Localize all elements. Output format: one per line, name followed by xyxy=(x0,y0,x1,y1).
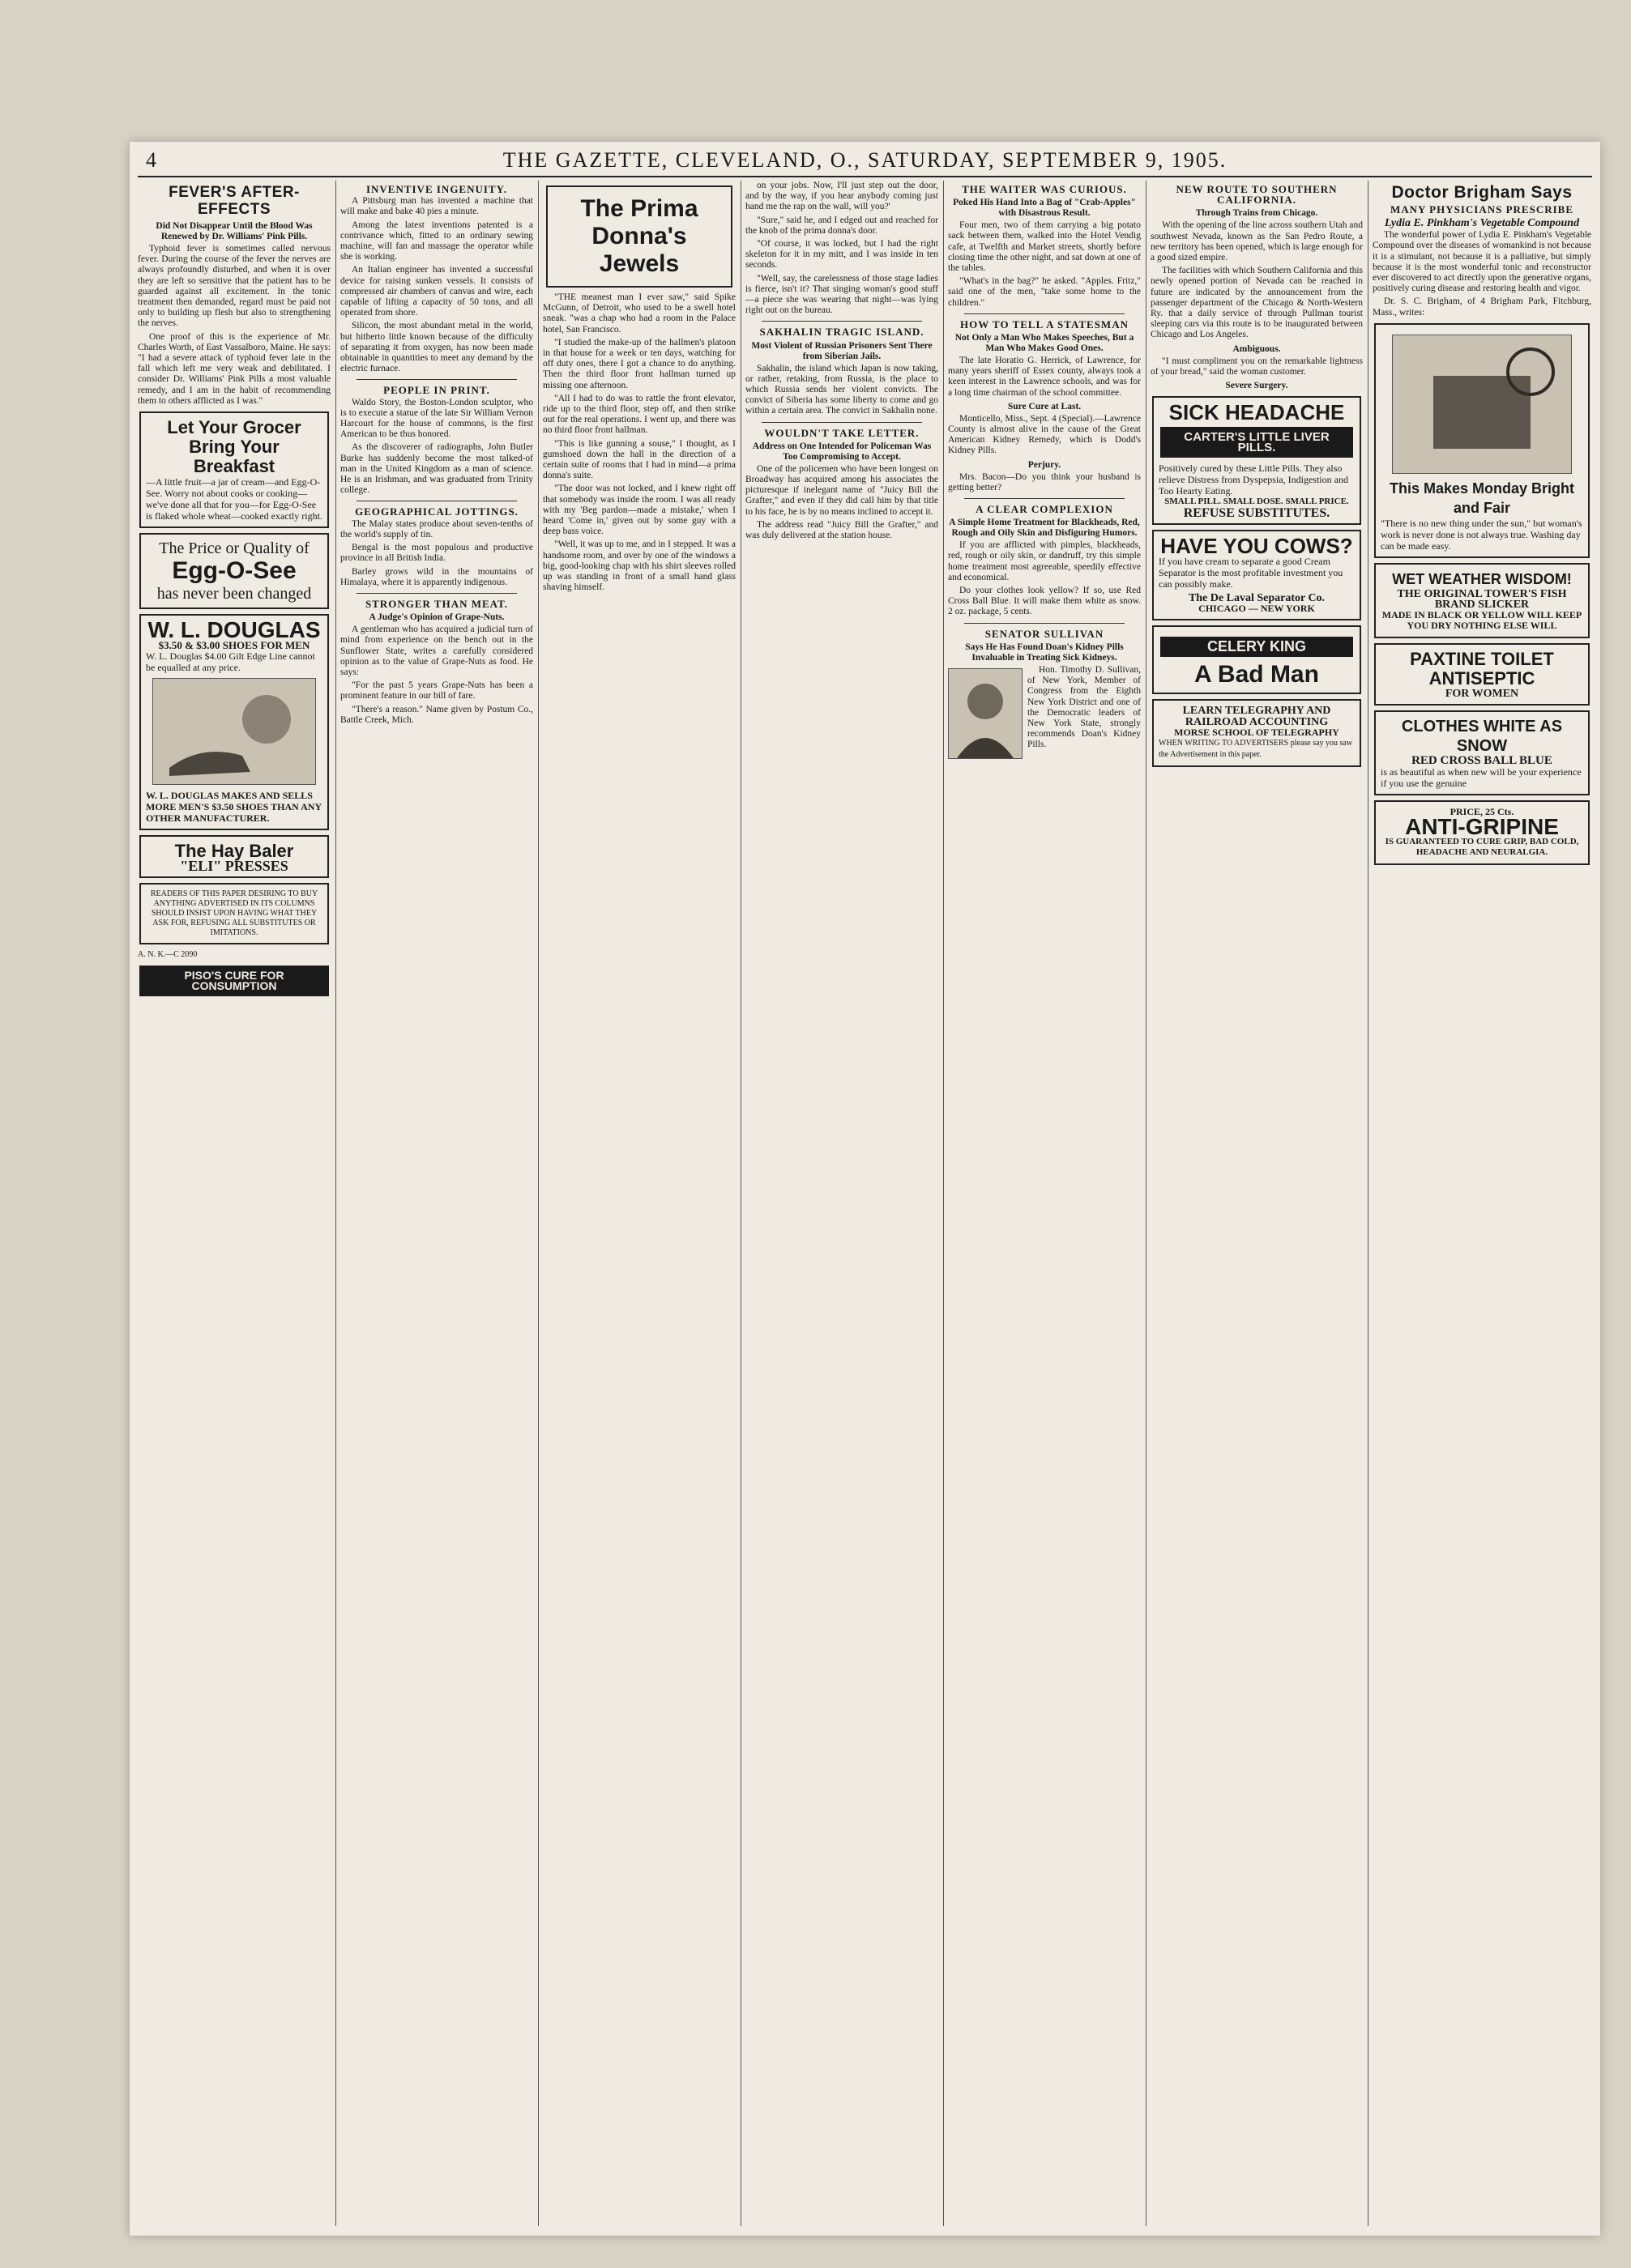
headline-senator-sullivan: SENATOR SULLIVAN xyxy=(984,627,1104,640)
article-text: One proof of this is the experience of Mr. Charles Worth, of East Vassalboro, Maine. He says: "I had a severe attack of typhoid fever late in the fall which left me very weak and debilitated. I consider Dr. Williams' Pink Pills a most valuable remedy, and I am in the habit of recommending them to others afflicted as I was." xyxy=(138,331,331,406)
column-5 xyxy=(948,181,1141,2226)
column-7 xyxy=(1373,181,1591,2226)
headline-sakhalin: SAKHALIN TRAGIC ISLAND. xyxy=(759,326,924,339)
article-text: The late Horatio G. Herrick, of Lawrence, for many years sheriff of Essex county, always took a keen interest in the Lawrence schools, and was for a long time chairman of the school committee. xyxy=(948,356,1141,398)
ad-towers-slicker xyxy=(1374,563,1590,638)
ad-egg-o-see-price xyxy=(139,533,329,609)
article-text: "What's in the bag?" he asked. "Apples. Fritz," said one of the men, "take some home to the children." xyxy=(948,276,1141,308)
ad-pisos-cure: PISO'S CURE FOR CONSUMPTION xyxy=(139,966,329,996)
article-text: The Malay states produce about seven-tenths of the world's supply of tin. xyxy=(340,518,533,539)
article-text: The facilities with which Southern California and this newly opened portion of Nevada can be reached in future are indicated by the announcement from the passenger department of the Chicago & North-Western Ry. that a daily service of through Pullman tourist sleeping cars via this route is to be inaugurated between Chicago and Los Angeles. xyxy=(1151,266,1363,340)
subhead-new-route: Through Trains from Chicago. xyxy=(1195,208,1318,219)
article-text: "Sure," said he, and I edged out and reached for the knob of the prima donna's door. xyxy=(745,215,938,236)
ad-headline: Let Your Grocer Bring Your Breakfast xyxy=(167,417,301,477)
ad-anti-gripine xyxy=(1374,800,1590,865)
ad-foot: The De Laval Separator Co. xyxy=(1188,591,1326,604)
ad-red-cross-ball-blue xyxy=(1374,710,1590,795)
article-text: Mrs. Bacon—Do you think your husband is getting better? xyxy=(948,471,1141,492)
headline-inventive-ingenuity: INVENTIVE INGENUITY. xyxy=(365,183,508,195)
headline-perjury: Perjury. xyxy=(1027,459,1061,470)
article-text: Silicon, the most abundant metal in the world, but hitherto little known because of the difficulty of separating it from oxygen, has now been made obtainable in quantities to meet any demand by the electric furnace. xyxy=(340,321,533,374)
ad-hay-baler xyxy=(139,835,329,878)
brand-lydia-pinkham: Lydia E. Pinkham's Vegetable Compound xyxy=(1384,217,1580,230)
headline-sure-cure: Sure Cure at Last. xyxy=(1007,401,1082,411)
article-text: Sakhalin, the island which Japan is now taking, or rather, retaking, from Russia, is the place to which Russia sends her violent convicts. The convict of Siberia has some liberty to come and go within a certain area. The convict in Sakhalin none. xyxy=(745,363,938,416)
headline-ambiguous: Ambiguous. xyxy=(1232,343,1281,354)
ad-price: PRICE, 25 Cts. xyxy=(1450,806,1514,818)
article-text: "This is like gunning a souse," I thought, as I gumshoed down the hall in the direction of a certain suite of rooms that I had in mind—a prima donna's suite. xyxy=(543,438,736,481)
ad-brand: ANTI-GRIPINE xyxy=(1405,814,1559,840)
divider xyxy=(762,321,922,322)
article-text: One of the policemen who have been longest on Broadway has acquired among his associates the picturesque if inelegant name of "Juicy Bill the Grafter," and even if they did call him by that title to his face, he is by no means inclined to accept it. xyxy=(745,463,938,517)
ad-de-laval xyxy=(1152,530,1361,620)
subhead-statesman: Not Only a Man Who Makes Speeches, But a Man Who Makes Good Ones. xyxy=(954,333,1134,354)
divider xyxy=(964,623,1125,624)
article-text: on your jobs. Now, I'll just step out the door, and by the way, if you hear anybody coming just hand me the rap on the wall, will you?' xyxy=(745,181,938,212)
headline-severe-surgery: Severe Surgery. xyxy=(1225,381,1288,391)
article-text: As the discoverer of radiographs, John Butler Burke has suddenly become the most talked-of man in the United Kingdom as a man of science. He is an Irishman, and was graduated from Trinity college. xyxy=(340,442,533,496)
ad-telegraphy xyxy=(1152,699,1361,767)
column-rule xyxy=(943,181,944,2226)
ad-paxtine xyxy=(1374,643,1590,706)
masthead xyxy=(141,147,1589,174)
article-text: Typhoid fever is sometimes called nervous fever. During the course of the fever the nerves are always profoundly disturbed, and when it is over they are left so sensitive that the patient has to be guarded against all excitement. In the tonic treatment then demanded, regard must be paid not only to building up flesh but also to strengthening the nerves. xyxy=(138,244,331,329)
article-text: Dr. S. C. Brigham, of 4 Brigham Park, Fitchburg, Mass., writes: xyxy=(1373,296,1591,318)
ad-celery-king xyxy=(1152,625,1361,694)
ad-text: "There is no new thing under the sun," but woman's work is never done is not always true. Washing day can be made easy. xyxy=(1381,517,1582,552)
divider xyxy=(357,593,517,594)
ad-brand: CELERY KING xyxy=(1160,637,1353,657)
article-text: "All I had to do was to rattle the front elevator, ride up to the third floor, step off, and then strike out for the real operations. I went up, and there was no third floor front hallman. xyxy=(543,393,736,436)
ad-foot: CHICAGO — NEW YORK xyxy=(1198,603,1315,615)
subhead-complexion: A Simple Home Treatment for Blackheads, Red, Rough and Oily Skin and Disfiguring Humors. xyxy=(949,518,1140,539)
article-text: Barley grows wild in the mountains of Himalaya, where it is apparently indigenous. xyxy=(340,566,533,587)
ad-sub: $3.50 & $3.00 SHOES FOR MEN xyxy=(158,639,310,652)
print-code: A. N. K.—C 2090 xyxy=(138,950,198,960)
article-text: A Pittsburg man has invented a machine that will make and bake 40 pies a minute. xyxy=(340,196,533,217)
article-text: If you are afflicted with pimples, blackheads, red, rough or oily skin, or dandruff, try this simple home treatment most agreeable, speedily effective and economical. xyxy=(948,540,1141,582)
subhead-fevers: Did Not Disappear Until the Blood Was Renewed by Dr. Williams' Pink Pills. xyxy=(156,221,313,241)
column-4 xyxy=(745,181,938,2226)
article-text: "For the past 5 years Grape-Nuts has been a prominent feature in our bill of fare. xyxy=(340,680,533,701)
divider xyxy=(357,379,517,380)
newspaper-page xyxy=(130,142,1600,2236)
subhead-sullivan: Says He Has Found Doan's Kidney Pills Invaluable in Treating Sick Kidneys. xyxy=(965,642,1124,663)
shoe-illustration xyxy=(152,678,316,785)
ad-foot: REFUSE SUBSTITUTES. xyxy=(1183,505,1330,520)
ad-text: If you have cream to separate a good Cream Separator is the most profitable investment you can possibly make. xyxy=(1159,555,1343,590)
subhead-sakhalin: Most Violent of Russian Prisoners Sent There from Siberian Jails. xyxy=(751,340,933,361)
ad-headline: PAXTINE TOILET ANTISEPTIC xyxy=(1410,648,1554,688)
article-text: An Italian engineer has invented a successful device for raising sunken vessels. It consists of compressed air chambers of canvas and wire, each capable of lifting a capacity of 50 tons, and all operated from shore. xyxy=(340,265,533,318)
article-text: The wonderful power of Lydia E. Pinkham's Vegetable Compound over the diseases of womankind is not because it is a stimulant, not because it is a palliative, but simply because it is the most wonderful tonic and reconstructor ever discovered to act directly upon the generative organs, positively curing disease and restoring health and vigor. xyxy=(1373,230,1591,294)
ad-washing-machine xyxy=(1374,323,1590,558)
column-2 xyxy=(340,181,533,2226)
subhead-grape-nuts: A Judge's Opinion of Grape-Nuts. xyxy=(369,612,505,623)
ad-sub: MORSE SCHOOL OF TELEGRAPHY xyxy=(1174,726,1339,738)
article-text: Bengal is the most populous and productive province in all British India. xyxy=(340,543,533,564)
subhead-letter: Address on One Intended for Policeman Was Too Compromising to Accept. xyxy=(752,441,932,462)
ad-headline: LEARN TELEGRAPHY AND RAILROAD ACCOUNTING xyxy=(1182,705,1331,728)
headline-geographical-jottings: GEOGRAPHICAL JOTTINGS. xyxy=(355,505,519,518)
ad-text: is as beautiful as when new will be your experience if you use the genuine xyxy=(1381,766,1582,790)
article-text: "There's a reason." Name given by Postum Co., Battle Creek, Mich. xyxy=(340,704,533,725)
article-text: Waldo Story, the Boston-London sculptor, who is to execute a statue of the late Sir William Vernon Harcourt for the house of commons, is the first American to be thus honored. xyxy=(340,397,533,440)
article-text: The address read "Juicy Bill the Grafter," and was duly delivered at the station house. xyxy=(745,519,938,541)
washing-machine-illustration xyxy=(1392,335,1572,474)
ad-text: —A little fruit—a jar of cream—and Egg-O-See. Worry not about cooks or cooking—we've done all that for you—for Egg-O-See is flaked whole wheat—cooked exactly right. xyxy=(146,476,322,522)
divider xyxy=(964,313,1125,314)
ad-headline: CLOTHES WHITE AS SNOW xyxy=(1401,717,1563,755)
headline-statesman: HOW TO TELL A STATESMAN xyxy=(960,318,1129,330)
ad-headline: The Hay Baler xyxy=(174,841,294,862)
headline-clear-complexion: A CLEAR COMPLEXION xyxy=(976,503,1113,516)
readers-notice: READERS OF THIS PAPER DESIRING TO BUY ANYTHING ADVERTISED IN ITS COLUMNS SHOULD INSIST UPON HAVING WHAT THEY ASK FOR, REFUSING ALL SUBSTITUTES OR IMITATIONS. xyxy=(139,883,329,944)
column-6 xyxy=(1151,181,1363,2226)
article-text: "THE meanest man I ever saw," said Spike McGunn, of Detroit, who used to be a swell hotel sneak. "was a chap who had a room in the Palace hotel, San Francisco. xyxy=(543,292,736,335)
headline-waiter-curious: THE WAITER WAS CURIOUS. xyxy=(962,183,1127,195)
article-text: Monticello, Miss., Sept. 4 (Special).—Lawrence County is almost alive in the cause of the Great American Kidney Remedy, which is Dodd's Kidney Pills. xyxy=(948,413,1141,456)
subhead-physicians: MANY PHYSICIANS PRESCRIBE xyxy=(1390,203,1574,215)
ad-text: IS GUARANTEED TO CURE GRIP, BAD COLD, HEADACHE AND NEURALGIA. xyxy=(1385,837,1579,858)
ad-sub: THE ORIGINAL TOWER'S FISH BRAND SLICKER xyxy=(1397,587,1567,612)
ad-text: W. L. Douglas $4.00 Gilt Edge Line cannot be equalled at any price. xyxy=(146,650,315,674)
ad-brand: CARTER'S LITTLE LIVER PILLS. xyxy=(1160,427,1353,458)
divider xyxy=(964,498,1125,499)
ad-text: W. L. DOUGLAS MAKES AND SELLS MORE MEN'S $3.50 SHOES THAN ANY OTHER MANUFACTURER. xyxy=(146,790,322,825)
article-text: With the opening of the line across southern Utah and southwest Nevada, known as the San Pedro Route, a new territory has been opened, which is large enough for a good sized empire. xyxy=(1151,220,1363,263)
article-text: "The door was not locked, and I knew right off that somebody was inside the room. I was all ready with my 'Beg pardon—made a mistake,' when I heard 'Come in,' given out by some guy with a deep bass voice. xyxy=(543,484,736,537)
article-text: "I studied the make-up of the hallmen's platoon in that house for a week or ten days, watching for off duty ones, there I got a chance to do anything. Then the third floor front hallman turned up missing one afternoon. xyxy=(543,337,736,390)
ad-headline: WET WEATHER WISDOM! xyxy=(1392,570,1572,587)
ad-headline: W. L. DOUGLAS xyxy=(147,617,321,643)
ad-headline: SICK HEADACHE xyxy=(1168,400,1345,425)
ad-text: Positively cured by these Little Pills. They also relieve Distress from Dyspepsia, Indigestion and Too Hearty Eating. xyxy=(1159,463,1348,497)
ad-sub: RED CROSS BALL BLUE xyxy=(1411,753,1552,767)
masthead-rule xyxy=(138,176,1592,177)
ad-sub: FOR WOMEN xyxy=(1445,687,1519,700)
ad-text: The Price or Quality of xyxy=(159,539,310,558)
ad-text: has never been changed xyxy=(156,585,312,603)
headline-stronger-than-meat: STRONGER THAN MEAT. xyxy=(365,597,509,610)
article-text: Among the latest inventions patented is a contrivance which, fitted to an ordinary sewing machine, will fan and massage the operator while she is working. xyxy=(340,220,533,262)
column-rule xyxy=(538,181,539,2226)
headline-new-route: NEW ROUTE TO SOUTHERN CALIFORNIA. xyxy=(1176,183,1338,207)
ad-headline: This Makes Monday Bright and Fair xyxy=(1389,480,1575,516)
headline-wouldnt-take-letter: WOULDN'T TAKE LETTER. xyxy=(764,426,920,439)
column-3 xyxy=(543,181,736,2226)
portrait-illustration xyxy=(948,668,1023,759)
article-text: "Of course, it was locked, but I had the right skeleton for it in my mitt, and I was inside in ten seconds. xyxy=(745,239,938,271)
ad-text: WHEN WRITING TO ADVERTISERS please say you saw the Advertisement in this paper. xyxy=(1159,739,1353,760)
page-number: 4 xyxy=(146,148,158,172)
headline-fevers-after-effects: FEVER'S AFTER-EFFECTS xyxy=(169,184,300,218)
ad-brand: Egg-O-See xyxy=(172,557,297,585)
article-text: "I must compliment you on the remarkable lightness of your bread," said the woman customer. xyxy=(1151,356,1363,377)
article-text: "Well, say, the carelessness of those stage ladies is fierce, isn't it? That singing woman's good stuff—a piece she was wearing that night—was lying right out on the bureau. xyxy=(745,273,938,316)
divider xyxy=(762,422,922,423)
ad-carters-pills xyxy=(1152,396,1361,525)
ad-wl-douglas xyxy=(139,614,329,830)
article-text: A gentleman who has acquired a judicial turn of mind from experience on the bench out in the Sunflower State, writes a carefully considered opinion as to the value of Grape-Nuts as food. He says: xyxy=(340,625,533,677)
ad-sub: "ELI" PRESSES xyxy=(180,858,288,875)
headline-people-in-print: PEOPLE IN PRINT. xyxy=(383,384,490,397)
ad-foot: SMALL PILL. SMALL DOSE. SMALL PRICE. xyxy=(1164,497,1349,507)
headline-prima-donnas-jewels: The Prima Donna's Jewels xyxy=(546,185,732,288)
ad-egg-o-see-grocer xyxy=(139,411,329,528)
ad-headline: HAVE YOU COWS? xyxy=(1160,533,1353,558)
column-1 xyxy=(138,181,331,2226)
ad-text: MADE IN BLACK OR YELLOW WILL KEEP YOU DRY NOTHING ELSE WILL xyxy=(1381,609,1582,632)
ad-headline: A Bad Man xyxy=(1194,661,1319,688)
article-text: Four men, two of them carrying a big potato sack between them, walked into the Hotel Vendig cafe, at Twelfth and Market streets, shortly before closing time the other night, and sat down at one of the tables. xyxy=(948,220,1141,274)
headline-doctor-brigham: Doctor Brigham Says xyxy=(1391,183,1573,202)
subhead-waiter: Poked His Hand Into a Bag of "Crab-Apples" with Disastrous Result. xyxy=(953,198,1136,219)
article-text: Do your clothes look yellow? If so, use Red Cross Ball Blue. It will make them white as snow. 2 oz. package, 5 cents. xyxy=(948,586,1141,617)
article-text: "Well, it was up to me, and in I stepped. It was a handsome room, and over by one of the windows a big, good-looking chap with his shirt sleeves rolled up was standing in front of a small hand glass shaving himself. xyxy=(543,539,736,593)
newspaper-title: THE GAZETTE, CLEVELAND, O., SATURDAY, SEPTEMBER 9, 1905. xyxy=(502,148,1228,172)
article-text: Hon. Timothy D. Sullivan, of New York, Member of Congress from the Eighth New York District and one of the Democratic leaders of New York State, strongly recommends Doan's Kidney Pills. xyxy=(1027,664,1141,750)
column-rule xyxy=(335,181,336,2226)
